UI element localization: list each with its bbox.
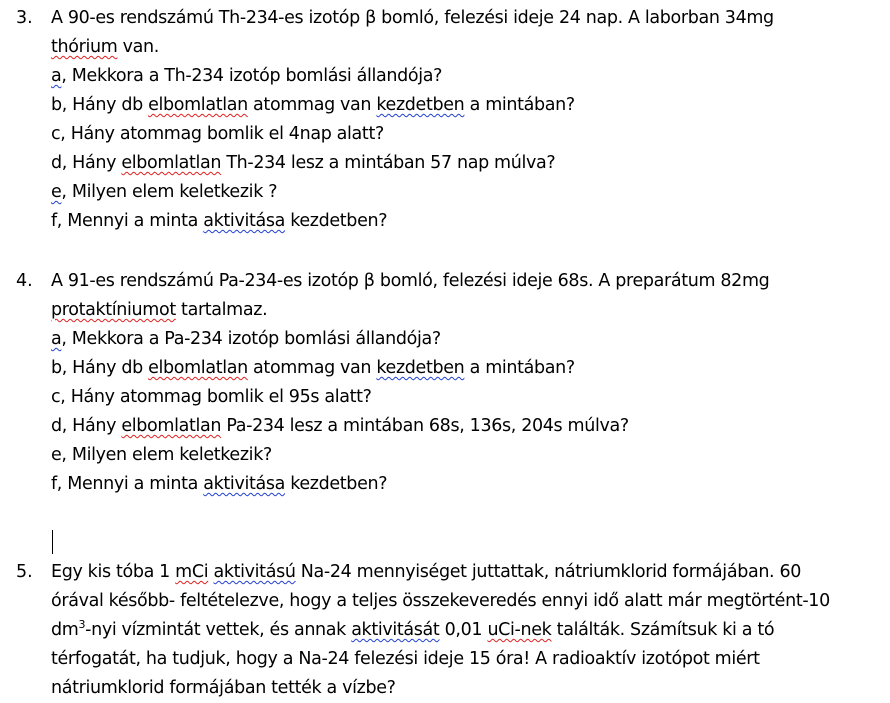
question-d: d, Hány elbomlatlan Pa-234 lesz a mintában 68s, 136s, 204s múlva? [51, 416, 629, 436]
spellcheck-word[interactable]: protaktíniumot [51, 300, 176, 320]
problem-text-line: nátriumklorid formájában tették a vízbe? [51, 678, 396, 698]
question-b: b, Hány db elbomlatlan atommag van kezdetben a mintában? [51, 358, 575, 378]
problem-number: 5. [16, 562, 33, 582]
question-c: c, Hány atommag bomlik el 95s alatt? [51, 387, 372, 407]
spellcheck-word[interactable]: thórium [51, 37, 118, 57]
question-d: d, Hány elbomlatlan Th-234 lesz a mintában 57 nap múlva? [51, 153, 556, 173]
problem-text-line: térfogatát, ha tudjuk, hogy a Na-24 felezési ideje 15 óra! A radioaktív izotópot miért [51, 649, 760, 669]
grammar-check-word[interactable]: aktivitása [203, 474, 285, 494]
problem-text-line: Egy kis tóba 1 mCi aktivitású Na-24 mennyiséget juttattak, nátriumklorid formájában. 60 [51, 562, 802, 582]
grammar-check-word[interactable]: aktivitású [213, 562, 296, 582]
problem-intro-line: thórium van. [51, 37, 159, 57]
grammar-check-word[interactable]: aktivitása [203, 211, 285, 231]
spellcheck-word[interactable]: elbomlatlan [121, 416, 222, 436]
grammar-check-word[interactable]: aktivitását [351, 620, 440, 640]
problem-text-line: $dm^3$-nyi vízmintát vettek, és annak aktivitását 0,01 uCi-nek találták. Számítsuk ki a tó [51, 618, 775, 640]
question-a: a, Mekkora a Pa-234 izotóp bomlási állandója? [51, 329, 441, 349]
text-cursor [52, 530, 53, 554]
grammar-check-word[interactable]: a [51, 66, 62, 86]
question-a: a, Mekkora a Th-234 izotóp bomlási állandója? [51, 66, 443, 86]
question-b: b, Hány db elbomlatlan atommag van kezdetben a mintában? [51, 95, 575, 115]
problem-intro-line: protaktíniumot tartalmaz. [51, 300, 268, 320]
grammar-check-word[interactable]: kezdetben [376, 358, 465, 378]
problem-text-line: órával később- feltételezve, hogy a teljes összekeveredés ennyi idő alatt már megtörtént-10 [51, 591, 830, 611]
question-e: e, Milyen elem keletkezik? [51, 445, 272, 465]
problem-intro-line: A 91-es rendszámú Pa-234-es izotóp β bomló, felezési ideje 68s. A preparátum 82mg [51, 271, 770, 291]
question-c: c, Hány atommag bomlik el 4nap alatt? [51, 124, 384, 144]
problem-number: 3. [16, 8, 33, 28]
question-e: e, Milyen elem keletkezik ? [51, 182, 278, 202]
question-f: f, Mennyi a minta aktivitása kezdetben? [51, 211, 388, 231]
spellcheck-word[interactable]: elbomlatlan [148, 358, 248, 378]
grammar-check-word[interactable]: a [51, 329, 62, 349]
problem-intro-line: A 90-es rendszámú Th-234-es izotóp β bomló, felezési ideje 24 nap. A laborban 34mg [51, 8, 774, 28]
grammar-check-word[interactable]: e [51, 182, 62, 202]
question-f: f, Mennyi a minta aktivitása kezdetben? [51, 474, 388, 494]
spellcheck-word[interactable]: elbomlatlan [148, 95, 248, 115]
grammar-check-word[interactable]: kezdetben [376, 95, 465, 115]
problem-number: 4. [16, 271, 33, 291]
spellcheck-word[interactable]: mCi [175, 562, 209, 582]
spellcheck-word[interactable]: elbomlatlan [121, 153, 222, 173]
spellcheck-word[interactable]: uCi-nek [487, 620, 552, 640]
